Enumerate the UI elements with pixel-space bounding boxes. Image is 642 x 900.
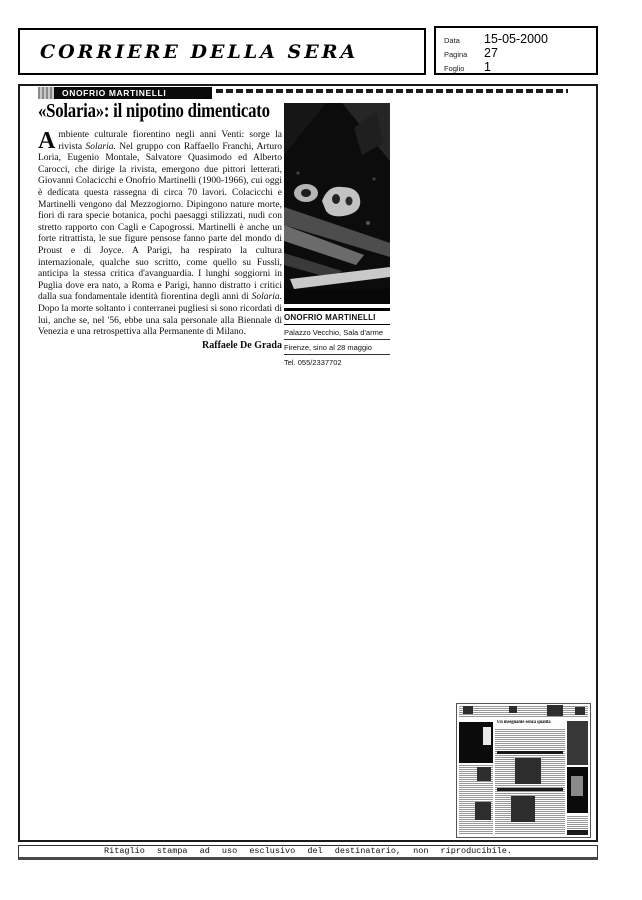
- meta-row-date: [444, 32, 588, 46]
- clipping-meta-box: [434, 26, 598, 75]
- thumbnail-mini-photo: [477, 767, 491, 781]
- infobox-title: ONOFRIO MARTINELLI: [284, 308, 390, 325]
- article-byline: Raffaele De Grada: [202, 339, 282, 351]
- thumbnail-mini-photo: [547, 705, 563, 716]
- thumbnail-subhead: [497, 751, 563, 754]
- body-segment: mbiente culturale fiorentino negli anni Venti: sorge la rivista: [58, 130, 282, 152]
- page-thumbnail: [456, 703, 591, 838]
- thumbnail-ad-figure: [483, 727, 491, 745]
- italic-title-mention: Solaria.: [251, 292, 282, 303]
- meta-row-sheet: [444, 60, 588, 74]
- infobox-venue: Palazzo Vecchio, Sala d'arme: [284, 325, 390, 340]
- thumbnail-text-column: [567, 816, 588, 830]
- sheet-value: 1: [484, 60, 491, 74]
- kicker-lead-block: [38, 87, 54, 99]
- page-label: Pagina: [444, 50, 468, 59]
- date-value: 15-05-2000: [484, 32, 548, 46]
- exhibition-infobox: [284, 308, 390, 369]
- infobox-phone: Tel. 055/2337702: [284, 357, 342, 367]
- disclaimer-text: Ritaglio stampa ad uso esclusivo del destinatario, non riproducibile.: [104, 846, 512, 856]
- body-segment: Dopo la morte soltanto i conterranei pugliesi si sono ricordati di lui, anche se, nel '56, ebbe una sala personale alla Biennale di Venezia e una retrospettiva alla Permanente di Milano.: [38, 303, 282, 338]
- italic-title-mention: Solaria.: [85, 141, 116, 152]
- thumbnail-mini-photo: [463, 706, 473, 714]
- figure-column: [284, 103, 390, 369]
- body-segment: Nel gruppo con Raffaello Franchi, Arturo Loria, Eugenio Montale, Salvatore Quasimodo ed Alberto Carocci, che dirige la rivista, emergono due pittori letterati, Giovanni Colacicchi e Onofrio Martinelli (1900-1966), cui oggi è dedicata questa rassegna di circa 70 lavori. Colacicchi e Martinelli vengono dal Mezzogiorno. Dipingono nature morte, fiori di rara specie botanica, pochi paesaggi stilizzati, nudi con stretto rapporto con Cagli e Capogrossi. Martinelli è anche un forte ritrattista, le sue figure pensose fanno parte del mondo di Proust e di Joyce. A Parigi, ha respirato la cultura internazionale, qualche suo scritto, come quello su Fussli, anticipa la stessa critica d'avanguardia. I lunghi soggiorni in Puglia dove era nato, a Roma e Parigi, hanno distratto i critici dalla sua fondamentale identità fiorentina degli anni di: [38, 141, 282, 303]
- page-value: 27: [484, 46, 498, 60]
- painting-image: [284, 103, 390, 304]
- thumbnail-ad-figure: [571, 776, 583, 796]
- sheet-label: Foglio: [444, 64, 465, 73]
- article-body: [38, 130, 282, 351]
- disclaimer-strip: [18, 845, 598, 860]
- thumbnail-mini-photo: [575, 707, 585, 715]
- drop-cap: A: [38, 128, 56, 154]
- thumbnail-subhead: [497, 788, 563, 791]
- thumbnail-subhead: [567, 830, 588, 835]
- article-headline: «Solaria»: il nipotino dimenticato: [38, 100, 270, 122]
- infobox-dates: Firenze, sino al 28 maggio: [284, 340, 390, 355]
- article-clipping-box: [18, 84, 598, 842]
- thumbnail-mini-photo: [475, 802, 491, 820]
- thumbnail-mini-photo: [511, 796, 535, 822]
- kicker-dashed-rule: [216, 89, 568, 93]
- meta-row-page: [444, 46, 588, 60]
- thumbnail-mini-photo: [515, 758, 541, 784]
- thumbnail-mini-photo: [567, 721, 588, 765]
- thumbnail-headline: Un insegnante senza qualità: [497, 720, 551, 725]
- date-label: Data: [444, 36, 460, 45]
- article-kicker: ONOFRIO MARTINELLI: [54, 87, 212, 99]
- newspaper-title: CORRIERE DELLA SERA: [40, 41, 359, 63]
- masthead-box: [18, 28, 426, 75]
- thumbnail-top-strip: [459, 706, 588, 718]
- thumbnail-mini-photo: [509, 706, 517, 713]
